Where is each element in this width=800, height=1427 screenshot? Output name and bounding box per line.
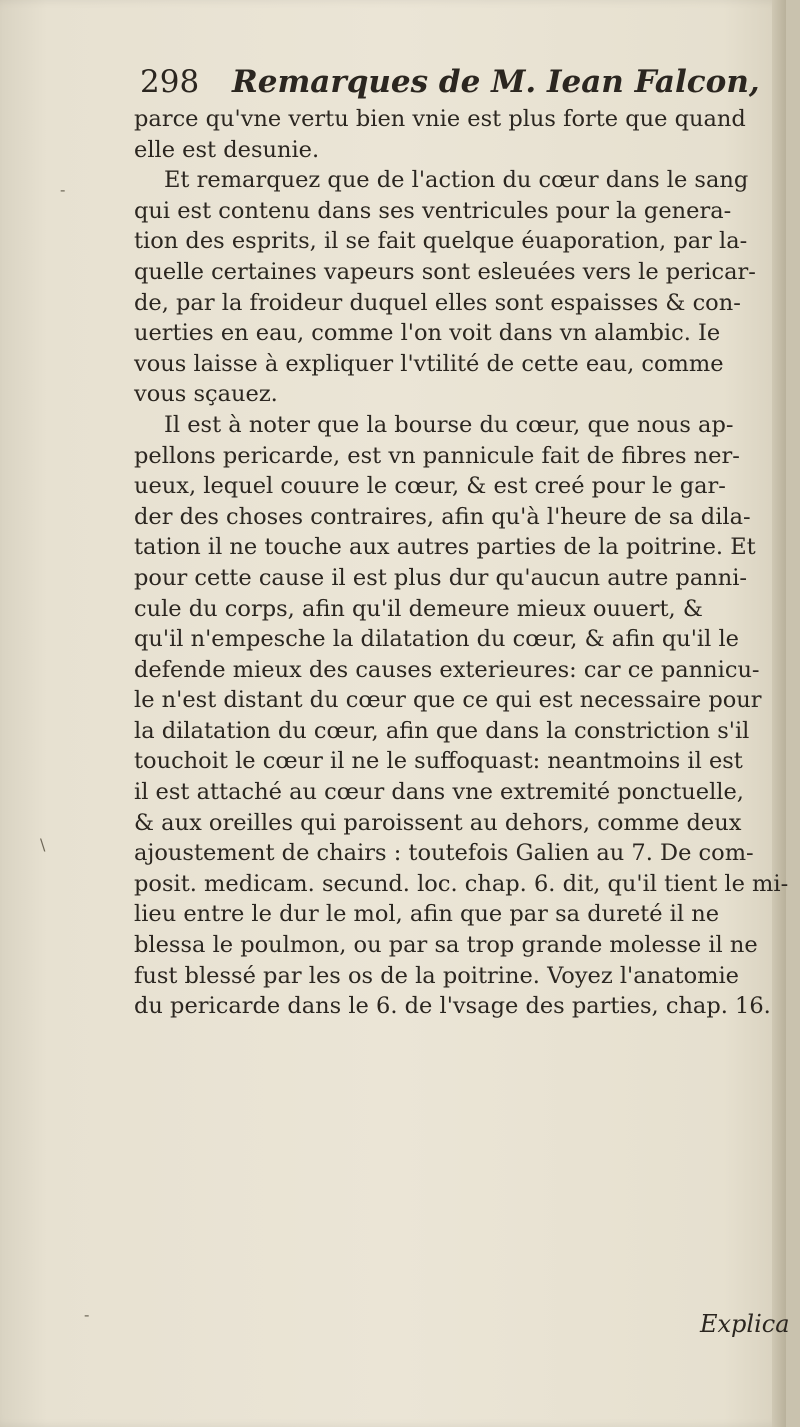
text-line: quelle certaines vapeurs sont esleuées vers le pericar- [134,258,756,285]
running-header [140,60,780,104]
catchword: Explica [700,1310,790,1338]
text-line: vous sçauez. [134,381,278,408]
text-line: parce qu'vne vertu bien vnie est plus forte que quand [134,106,746,132]
text-line: defende mieux des causes exterieures: car ce pannicu- [134,656,760,683]
text-line: touchoit le cœur il ne le suffoquast: neantmoins il est [134,748,743,775]
text-line: lieu entre le dur le mol, afin que par sa dureté il ne [134,901,720,928]
text-line: uerties en eau, comme l'on voit dans vn alambic. Ie [134,320,721,347]
text-line: cule du corps, afin qu'il demeure mieux ouuert, & [134,595,703,622]
text-block [134,104,789,1022]
text-line: elle est desunie. [134,136,320,163]
text-line: qu'il n'empesche la dilatation du cœur, & afin qu'il le [134,626,739,653]
text-line: du pericarde dans le 6. de l'vsage des parties, chap. 16. [134,993,771,1020]
text-line: der des choses contraires, afin qu'à l'heure de sa dila- [134,503,751,530]
text-line: pour cette cause il est plus dur qu'aucun autre panni- [134,564,748,591]
text-line: vous laisse à expliquer l'vtilité de cette eau, comme [134,350,724,377]
text-line: ueux, lequel couure le cœur, & est creé pour le gar- [134,473,726,500]
text-line: Il est à noter que la bourse du cœur, que nous ap- [164,411,734,438]
text-line: le n'est distant du cœur que ce qui est necessaire pour [134,687,762,714]
text-line: ajoustement de chairs : toutefois Galien au 7. De com- [134,840,754,867]
text-line: posit. medicam. secund. loc. chap. 6. dit, qu'il tient le mi- [134,870,789,897]
text-line: il est attaché au cœur dans vne extremité ponctuelle, [134,779,744,806]
page-number: 298 [140,64,200,100]
text-line: tation il ne touche aux autres parties de la poitrine. Et [134,534,756,561]
margin-mark: - [84,1305,90,1324]
text-line: la dilatation du cœur, afin que dans la constriction s'il [134,717,750,744]
text-line: de, par la froideur duquel elles sont espaisses & con- [134,289,741,316]
margin-mark: - [60,180,66,199]
text-line: tion des esprits, il se fait quelque éuaporation, par la- [134,228,748,255]
text-line: pellons pericarde, est vn pannicule fait de fibres ner- [134,442,740,469]
text-line: Et remarquez que de l'action du cœur dans le sang [164,167,749,194]
text-line: fust blessé par les os de la poitrine. Voyez l'anatomie [134,962,739,989]
margin-mark: \ [40,835,46,854]
text-line: & aux oreilles qui paroissent au dehors, comme deux [134,809,742,836]
text-line: qui est contenu dans ses ventricules pour la genera- [134,197,732,224]
text-line: blessa le poulmon, ou par sa trop grande molesse il ne [134,932,758,959]
running-title: Remarques de M. Iean Falcon, [232,64,760,100]
